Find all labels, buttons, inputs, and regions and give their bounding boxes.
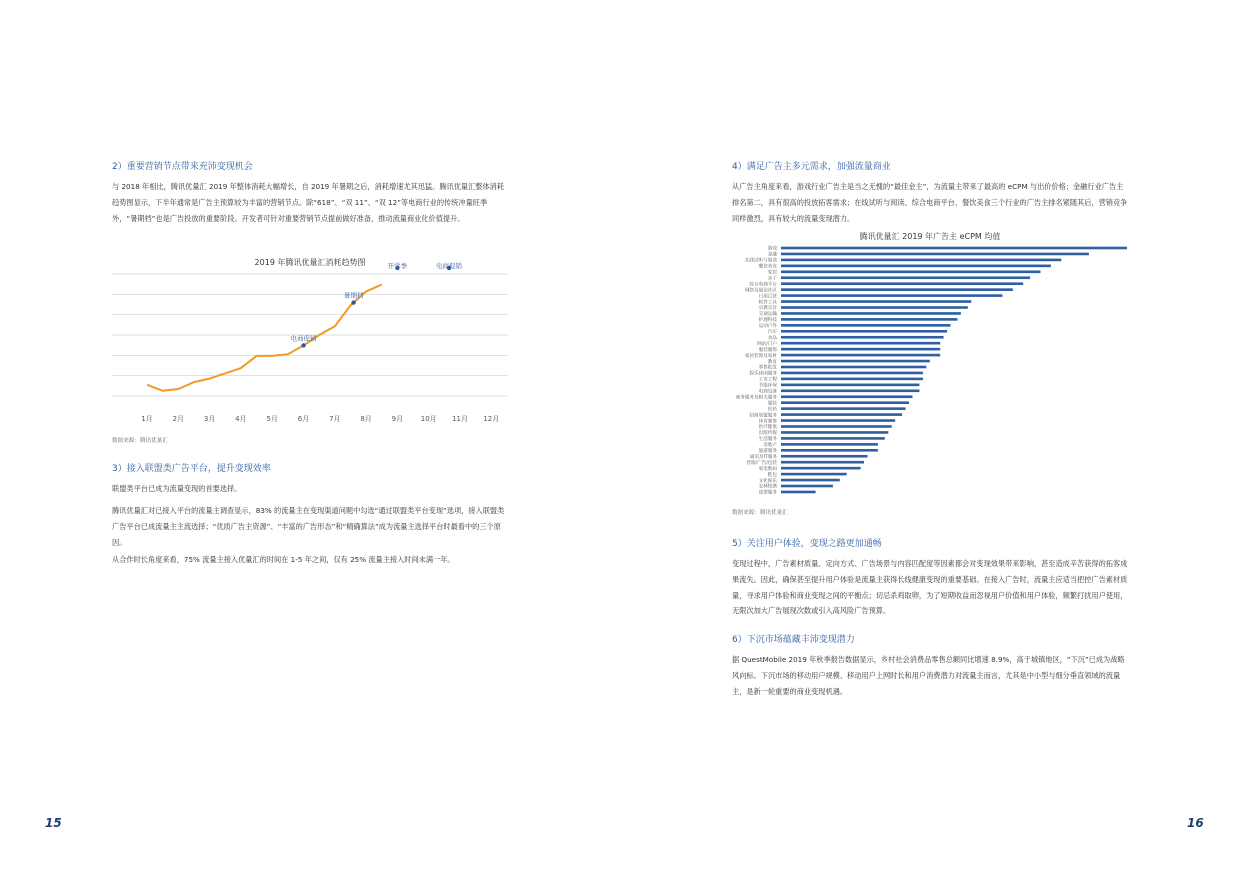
bar — [781, 473, 847, 476]
bar — [781, 413, 902, 416]
page-number-right: 16 — [1187, 816, 1204, 830]
category-label: 服装 — [767, 401, 777, 407]
category-label: 生活服务 — [758, 437, 777, 443]
bar — [781, 378, 923, 381]
category-label: 亲子 — [767, 276, 777, 282]
category-label: 旅游服务 — [758, 449, 777, 454]
ecpm-chart-source: 数据来源：腾讯优量汇 — [732, 510, 788, 516]
bar — [781, 455, 868, 458]
bar — [781, 324, 951, 327]
annotation-marker — [301, 343, 305, 347]
bar — [781, 312, 961, 315]
bar — [781, 342, 940, 345]
bar — [781, 366, 926, 369]
section-6-heading: 6）下沉市场蕴藏丰沛变现潜力 — [732, 635, 855, 645]
bar — [781, 330, 947, 333]
category-label: 家居 — [767, 270, 777, 276]
category-label: 游戏 — [767, 246, 777, 252]
annotation-label: 暑期档 — [343, 291, 364, 300]
bar — [781, 348, 940, 351]
section-3-paragraph-1: 联盟类平台已成为流量变现的首要选择。 — [112, 484, 242, 493]
bar — [781, 491, 816, 494]
bar — [781, 300, 971, 303]
category-label: 日用百货 — [758, 294, 777, 300]
x-tick-label: 1月 — [141, 415, 153, 423]
category-label: 网络及通信社区 — [744, 288, 777, 294]
ecpm-chart-title: 腾讯优量汇 2019 年广告主 eCPM 均值 — [859, 232, 1001, 241]
category-label: 招商加盟服务 — [749, 413, 777, 419]
x-tick-label: 9月 — [391, 415, 404, 423]
trend-line — [147, 285, 382, 391]
category-label: 零售批发 — [758, 365, 777, 371]
x-tick-label: 8月 — [360, 415, 372, 423]
section-3-paragraph-3: 从合作时长角度来看，75% 流量主接入优量汇的时间在 1-5 年之间，仅有 25% 流量主接入时间未满一年。 — [112, 555, 455, 564]
bar — [781, 336, 944, 339]
section-2-paragraph: 与 2018 年相比，腾讯优量汇 2019 年整体消耗大幅增长，自 2019 年暑期之后，消耗增速尤其迅猛。腾讯优量汇整体消耗趋势图显示，下半年通常是广告主预算较为丰富的营销节点。除“618”、“双 11”、“双 12”等电商行业的传统冲量旺季外，“暑期档”也是广告投放的重要阶段。开发者可针对重要营销节点提前做好准备，推动流量商业化价值提升。 — [112, 182, 505, 223]
category-label: 医药 — [767, 407, 777, 413]
category-label: 宗教宗旨 — [758, 306, 777, 312]
x-tick-label: 5月 — [266, 415, 278, 423]
x-tick-label: 3月 — [203, 415, 216, 423]
category-label: 在线试听与阅读 — [744, 258, 777, 264]
category-label: 商务服务及相关服务 — [735, 395, 777, 401]
category-label: 营销/广告/包装 — [746, 460, 777, 466]
category-label: 出版传媒 — [758, 431, 777, 437]
bar — [781, 271, 1041, 274]
bar — [781, 372, 923, 375]
annotation-label: 电商促销 — [290, 334, 317, 343]
bar — [781, 390, 919, 393]
category-label: 综合电商平台 — [749, 282, 777, 288]
bar — [781, 259, 1061, 262]
section-3-paragraph-2: 腾讯优量汇对已接入平台的流量主调查显示，83% 的流量主在变现渠道问题中勾选“通过联盟类平台变现”选项，接入联盟类广告平台已成流量主主流选择；“优质广告主资源”、“丰富的广告形态”和“精确算法”成为流量主选择平台时最看中的三个原因。 — [112, 506, 505, 547]
category-label: 鞋包 — [767, 472, 777, 478]
ecpm-chart — [725, 243, 1135, 507]
trend-chart-source: 数据来源：腾讯优量汇 — [112, 438, 168, 444]
category-label: 运动户外 — [758, 324, 777, 330]
bar — [781, 401, 909, 404]
bar — [781, 449, 878, 452]
annotation-marker — [351, 300, 355, 304]
category-label: 餐饮美食 — [758, 264, 777, 270]
section-5-heading: 5）关注用户体验，变现之路更加通畅 — [732, 539, 882, 549]
bar — [781, 419, 895, 422]
x-tick-label: 12月 — [483, 415, 500, 423]
section-3-heading: 3）接入联盟类广告平台，提升变现效率 — [112, 464, 271, 474]
category-label: 护理科技 — [758, 318, 777, 324]
category-label: 医疗健康 — [758, 425, 777, 431]
category-label: 电商设备 — [758, 389, 777, 395]
bar — [781, 360, 930, 363]
category-label: 软件工具 — [758, 300, 777, 306]
bar — [781, 467, 861, 470]
category-label: 农林牧渔 — [758, 484, 777, 490]
bar — [781, 431, 888, 434]
page-number-left: 15 — [45, 816, 62, 830]
section-4-heading: 4）满足广告主多元需求，加强流量商业 — [732, 162, 891, 172]
section-2-heading: 2）重要营销节点带来充沛变现机会 — [112, 162, 253, 172]
bar — [781, 479, 840, 482]
category-label: 通讯及IT服务 — [749, 454, 777, 460]
section-5-paragraph: 变现过程中，广告素材质量、定向方式、广告场景与内容匹配度等因素都会对变现效果带来影响，甚至造成辛苦获得的拓客成果流失。因此，确保甚至提升用户体验是流量主获得长线健康变现的重要基础。在接入广告时，流量主应适当把控广告素材质量，寻求用户体验和商业变现之间的平衡点；切忌杀鸡取卵，为了短期收益而忽视用户价值和用户体验，频繁打扰用户使用，无限次加大广告展现次数或引入高风险广告预算。 — [732, 559, 1128, 616]
annotation-label: 电商促销 — [436, 262, 463, 270]
category-label: 房地产 — [763, 443, 777, 449]
category-label: 家居装饰及家材 — [744, 353, 777, 359]
bar — [781, 276, 1030, 279]
category-label: 食品 — [767, 335, 777, 341]
bar — [781, 461, 864, 464]
annotation-label: 开学季 — [387, 262, 408, 270]
bar — [781, 288, 1013, 291]
bar — [781, 407, 906, 410]
x-tick-label: 2月 — [172, 415, 185, 423]
x-tick-label: 10月 — [420, 415, 437, 423]
category-label: 文化娱乐 — [758, 478, 777, 484]
bar — [781, 485, 833, 488]
bar — [781, 265, 1051, 268]
bar — [781, 443, 878, 446]
category-label: 服装服饰 — [758, 347, 777, 353]
bar — [781, 425, 892, 428]
bar — [781, 437, 885, 440]
category-label: 教育 — [767, 359, 777, 365]
bar — [781, 384, 919, 387]
category-label: 金融 — [767, 252, 777, 258]
section-6-paragraph: 据 QuestMobile 2019 年秋季报告数据显示，乡村社会消费品零售总额同比增速 8.9%，高于城镇地区，“下沉”已成为战略风向标。下沉市场的移动用户规模、移动用户上网时长和用户消费潜力对流量主而言，尤其是中小型与细分垂直领域的流量主，是新一轮重要的商业变现机遇。 — [732, 655, 1125, 696]
x-tick-label: 7月 — [329, 415, 341, 423]
category-label: 法律服务 — [758, 490, 777, 496]
category-label: 交通运输 — [758, 312, 777, 318]
section-4-paragraph: 从广告主角度来看，游戏行业广告主是当之无愧的“最佳金主”，为流量主带来了最高的 eCPM 与出价价格；金融行业广告主排名第二，具有很高的投放拓客需求；在线试听与阅读、综合电商平台、餐饮美食三个行业的广告主排名紧随其后，营销竞争同样激烈，具有较大的流量变现潜力。 — [732, 182, 1128, 223]
category-label: 节能环保 — [758, 383, 777, 389]
bar — [781, 318, 958, 321]
category-label: 娱乐休闲服务 — [749, 371, 777, 377]
category-label: 网站/门户 — [757, 341, 777, 347]
x-tick-label: 4月 — [235, 415, 247, 423]
bar — [781, 247, 1127, 250]
x-tick-label: 11月 — [452, 415, 468, 423]
bar — [781, 253, 1089, 256]
bar — [781, 282, 1023, 285]
category-label: 汽车 — [767, 330, 777, 335]
category-label: 体育赛事 — [758, 419, 777, 425]
bar — [781, 306, 968, 309]
bar — [781, 294, 1002, 297]
bar — [781, 354, 940, 357]
right-page — [620, 0, 1240, 877]
category-label: 家电数码 — [758, 466, 777, 472]
trend-chart-title: 2019 年腾讯优量汇消耗趋势图 — [254, 258, 366, 267]
category-label: 工业工程 — [758, 377, 777, 383]
bar — [781, 395, 913, 398]
x-tick-label: 6月 — [297, 415, 310, 423]
